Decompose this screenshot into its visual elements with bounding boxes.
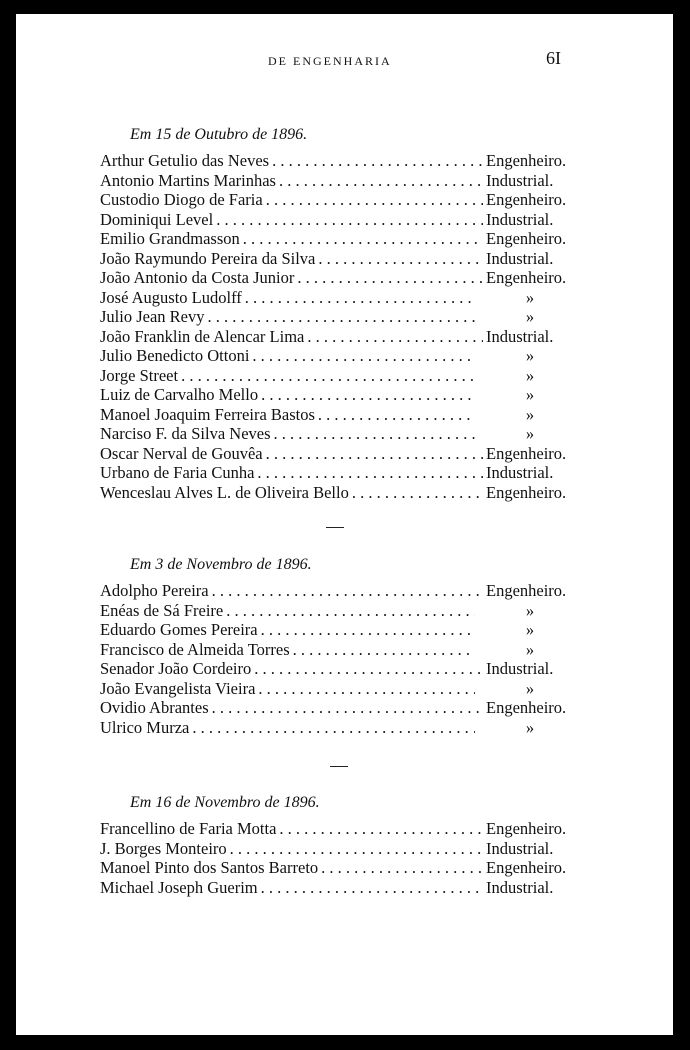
dot-leader (297, 268, 483, 288)
list-item (100, 463, 590, 483)
member-role: Engenheiro. (486, 482, 567, 502)
dot-leader (245, 288, 475, 308)
member-role: Engenheiro. (486, 858, 567, 877)
member-role: » (525, 717, 535, 737)
dot-leader (307, 327, 483, 347)
list-item (100, 839, 590, 859)
dot-leader (261, 620, 475, 640)
member-name: Michael Joseph Guerim (100, 877, 258, 897)
member-role: Engenheiro. (486, 819, 567, 838)
list-item (100, 679, 590, 699)
dot-leader (318, 249, 483, 269)
dot-leader (274, 424, 475, 444)
member-role: Engenheiro. (486, 151, 567, 170)
member-role: » (525, 639, 535, 659)
list-item (100, 659, 590, 679)
member-role: Engenheiro. (486, 268, 567, 287)
member-role: » (525, 346, 535, 365)
dot-leader (226, 601, 475, 621)
dot-leader (181, 366, 475, 386)
page-number: 6I (546, 48, 561, 68)
section-1 (100, 126, 590, 502)
member-name: Custodio Diogo de Faria (100, 190, 263, 209)
list-item (100, 288, 590, 308)
member-role: » (525, 600, 535, 620)
list-item (100, 483, 590, 503)
member-name: Luiz de Carvalho Mello (100, 385, 259, 404)
member-name: João Evangelista Vieira (100, 678, 256, 698)
dot-leader (208, 307, 476, 327)
list-item (100, 581, 590, 601)
member-role: Industrial. (486, 326, 554, 346)
dot-leader (352, 483, 483, 503)
member-name: Manoel Joaquim Ferreira Bastos (100, 404, 315, 424)
list-item (100, 405, 590, 425)
member-role: Industrial. (486, 248, 554, 268)
member-role: Engenheiro. (486, 229, 567, 248)
member-role: Engenheiro. (486, 443, 567, 463)
list-item (100, 858, 590, 878)
member-role: Industrial. (486, 209, 554, 229)
section-divider (326, 527, 344, 528)
dot-leader (261, 878, 483, 898)
dot-leader (266, 190, 483, 210)
running-title: DE ENGENHARIA (268, 54, 392, 68)
dot-leader (252, 346, 475, 366)
member-name: Ovidio Abrantes (100, 698, 209, 717)
dot-leader (212, 581, 483, 601)
list-item (100, 366, 590, 386)
dot-leader (254, 659, 483, 679)
member-name: Francellino de Faria Motta (100, 819, 277, 838)
section-3 (100, 794, 590, 897)
section-divider (330, 766, 348, 767)
member-role: Industrial. (486, 659, 554, 678)
section-heading: Em 15 de Outubro de 1896. (130, 126, 308, 143)
dot-leader (293, 640, 475, 660)
member-role: » (525, 424, 535, 443)
list-item (100, 151, 590, 171)
member-name: Dominiqui Level (100, 209, 214, 229)
member-role: Industrial. (486, 877, 554, 897)
member-name: Urbano de Faria Cunha (100, 463, 255, 482)
dot-leader (321, 858, 483, 878)
member-name: Emilio Grandmasson (100, 229, 240, 248)
dot-leader (230, 839, 483, 859)
member-role: Industrial. (486, 463, 554, 482)
member-name: Jorge Street (100, 365, 179, 385)
list-item (100, 229, 590, 249)
member-name: Julio Benedicto Ottoni (100, 346, 250, 365)
list-item (100, 640, 590, 660)
list-item (100, 249, 590, 269)
list-item (100, 819, 590, 839)
list-item (100, 327, 590, 347)
member-name: Arthur Getulio das Neves (100, 151, 270, 170)
list-item (100, 171, 590, 191)
list-item (100, 878, 590, 898)
dot-leader (279, 171, 483, 191)
entry-list (100, 819, 590, 897)
member-role: » (525, 678, 535, 698)
member-role: Engenheiro. (486, 581, 567, 600)
list-item (100, 210, 590, 230)
dot-leader (216, 210, 483, 230)
member-name: José Augusto Ludolff (100, 287, 242, 307)
list-item (100, 307, 590, 327)
member-name: João Antonio da Costa Junior (100, 268, 295, 287)
member-role: » (525, 404, 535, 424)
member-name: Eduardo Gomes Pereira (100, 620, 258, 639)
dot-leader (258, 679, 475, 699)
list-item (100, 698, 590, 718)
entry-list (100, 151, 590, 502)
member-name: Ulrico Murza (100, 717, 190, 737)
member-role: Engenheiro. (486, 190, 567, 209)
dot-leader (257, 463, 483, 483)
member-name: Francisco de Almeida Torres (100, 639, 290, 659)
list-item (100, 424, 590, 444)
entry-list (100, 581, 590, 737)
list-item (100, 601, 590, 621)
member-role: » (525, 620, 535, 639)
dot-leader (266, 444, 483, 464)
member-role: » (525, 287, 535, 307)
list-item (100, 346, 590, 366)
dot-leader (192, 718, 475, 738)
member-name: Wenceslau Alves L. de Oliveira Bello (100, 482, 349, 502)
section-heading: Em 16 de Novembro de 1896. (130, 794, 320, 811)
member-name: Antonio Martins Marinhas (100, 170, 276, 190)
member-role: » (525, 307, 535, 326)
list-item (100, 620, 590, 640)
list-item (100, 718, 590, 738)
member-name: Adolpho Pereira (100, 581, 209, 600)
member-name: Manoel Pinto dos Santos Barreto (100, 858, 319, 877)
list-item (100, 385, 590, 405)
member-name: João Raymundo Pereira da Silva (100, 248, 316, 268)
list-item (100, 190, 590, 210)
member-name: Oscar Nerval de Gouvêa (100, 443, 263, 463)
member-name: Senador João Cordeiro (100, 659, 252, 678)
member-name: Julio Jean Revy (100, 307, 205, 326)
member-name: João Franklin de Alencar Lima (100, 326, 305, 346)
dot-leader (212, 698, 483, 718)
dot-leader (279, 819, 483, 839)
member-name: Narciso F. da Silva Neves (100, 424, 271, 443)
list-item (100, 444, 590, 464)
dot-leader (261, 385, 475, 405)
section-heading: Em 3 de Novembro de 1896. (130, 556, 312, 573)
member-role: » (525, 365, 535, 385)
member-role: Engenheiro. (486, 698, 567, 717)
dot-leader (318, 405, 475, 425)
member-role: » (525, 385, 535, 404)
list-item (100, 268, 590, 288)
dot-leader (272, 151, 483, 171)
member-name: J. Borges Monteiro (100, 838, 227, 858)
book-page (16, 14, 673, 1035)
member-role: Industrial. (486, 170, 554, 190)
dot-leader (243, 229, 483, 249)
section-2 (100, 556, 590, 737)
member-role: Industrial. (486, 838, 554, 858)
member-name: Enéas de Sá Freire (100, 600, 224, 620)
